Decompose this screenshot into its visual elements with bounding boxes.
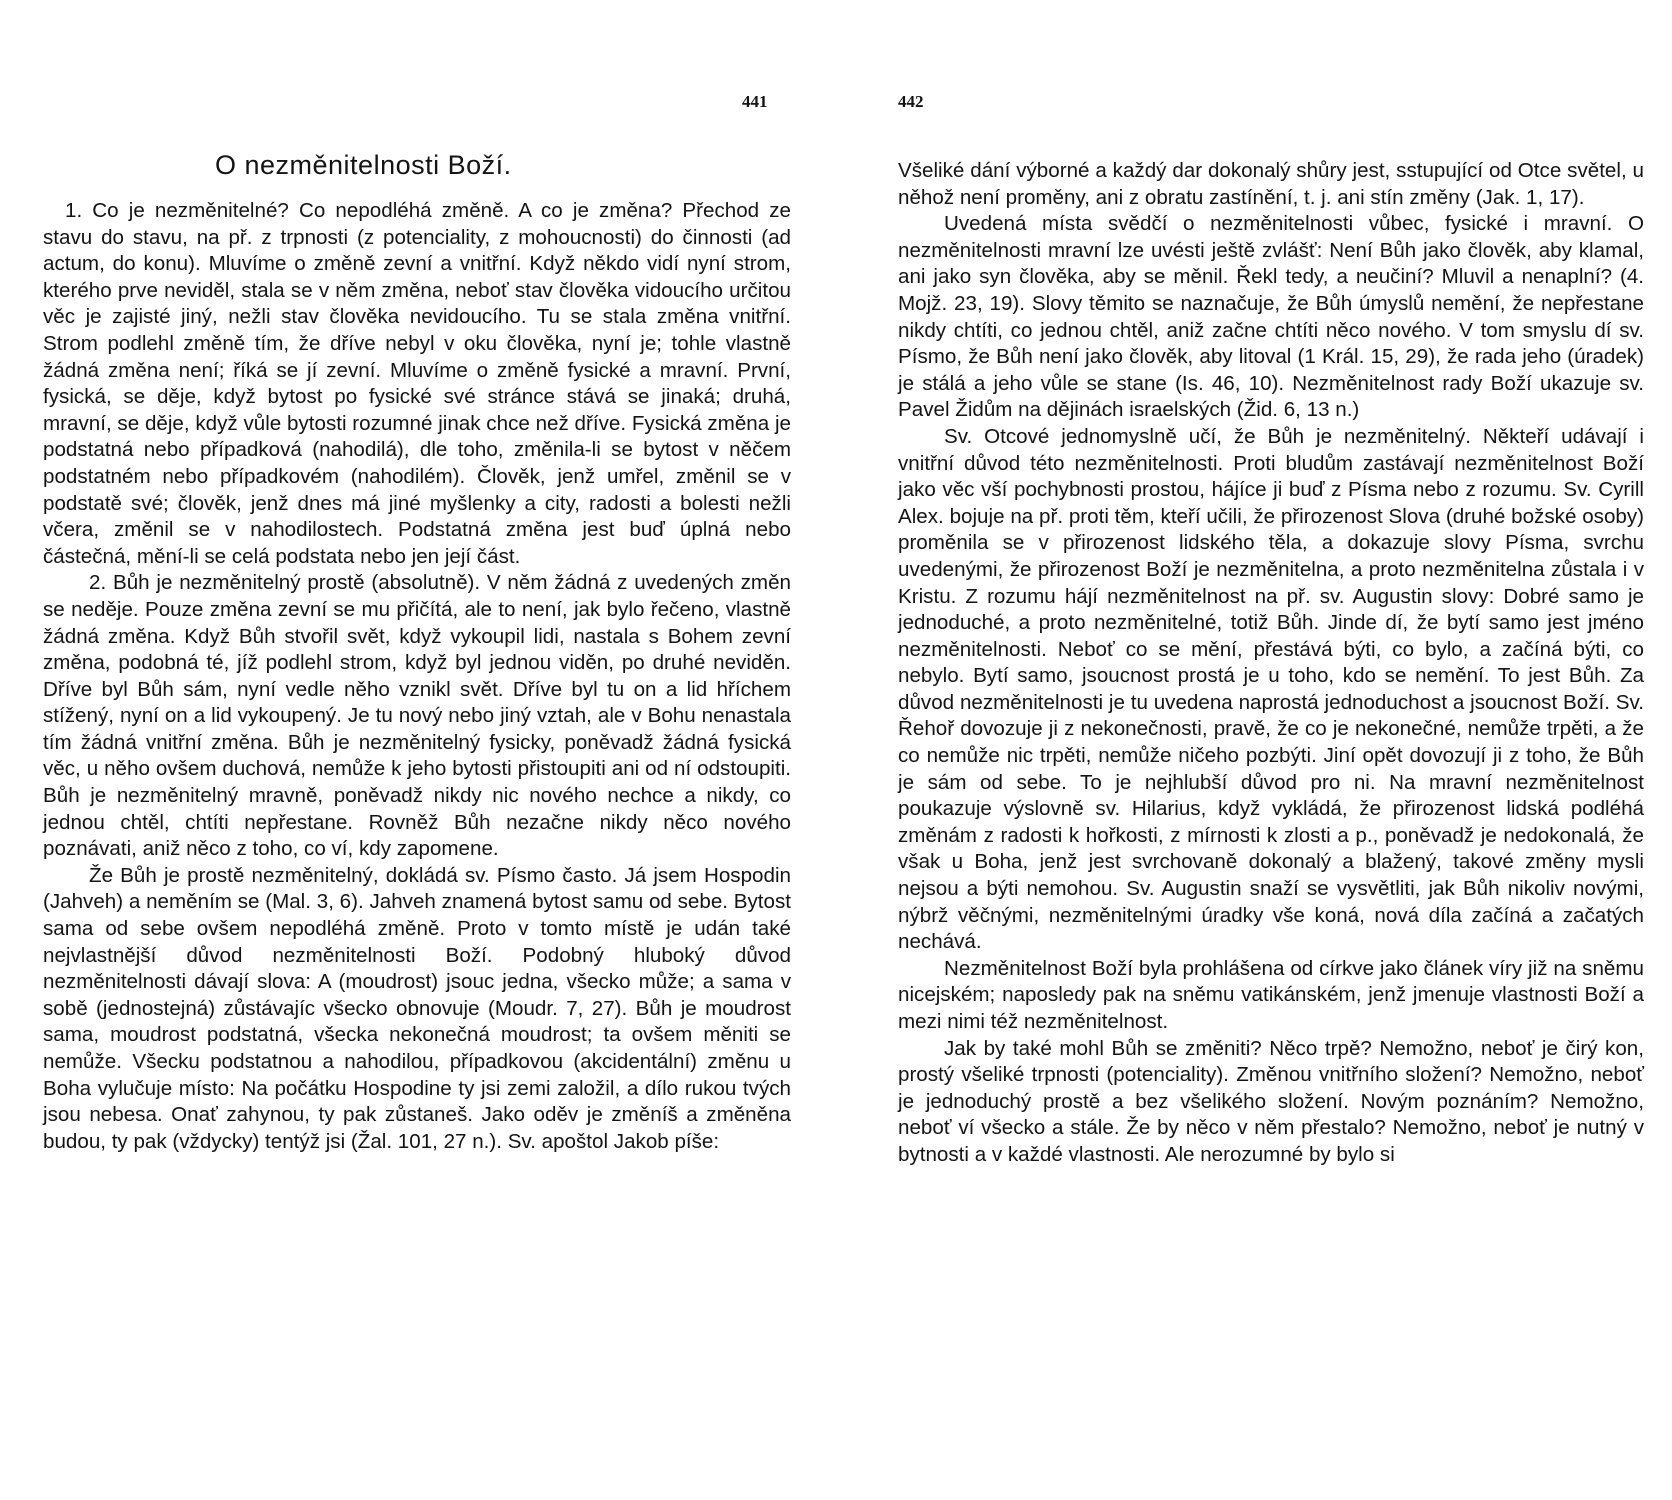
text-column	[898, 158, 1644, 1169]
paragraph: Sv. Otcové jednomyslně učí, že Bůh je nezměnitelný. Někteří udávají i vnitřní důvod této nezměnitelnosti. Proti bludům zastávají nezměnitelnost Boží jako věc vší pochybnosti prostou, hájíce ji buď z Písma nebo z rozumu. Sv. Cyrill Alex. bojuje na př. proti těm, kteří učili, že přirozenost Slova (druhé božské osoby) proměnila se v přirozenost lidského těla, a dokazuje slovy Písma, svrchu uvedenými, že přirozenost Boží je nezměnitelna, a proto nezměnitelna zůstala i v Kristu. Z rozumu hájí nezměnitelnost na př. sv. Augustin slovy: Dobré samo je jednoduché, a proto nezměnitelné, totiž Bůh. Jinde dí, že bytí samo jest jméno nezměnitelnosti. Neboť co se mění, přestává býti, co bylo, a začíná býti, co nebylo. Bytí samo, jsoucnost prostá je u toho, kdo se nemění. To jest Bůh. Za důvod nezměnitelnosti je tu uvedena naprostá jednoduchost a jsoucnost Boží. Sv. Řehoř dovozuje ji z nekonečnosti, pravě, že co je nekonečné, nemůže trpěti, a že co nemůže nic trpěti, nemůže ničeho pozbýti. Jiní opět dovozují ji z toho, že Bůh je sám od sebe. To je nejhlubší důvod pro ni. Na mravní nezměnitelnost poukazuje výslovně sv. Hilarius, když vykládá, že přirozenost lidská podléhá změnám z radosti k hořkosti, z mírnosti k zlosti a p., poněvadž je nedokonalá, že však u Boha, jenž jest svrchovaně dokonalý a blažený, takové změny mysli nejsou a býti nemohou. Sv. Augustin snaží se vysvětliti, jak Bůh nikoliv novými, nýbrž věčnými, nezměnitelnými úradky vše koná, nová díla začíná a začatých nechává.	[898, 424, 1644, 954]
paragraph: Všeliké dání výborné a každý dar dokonalý shůry jest, sstupující od Otce světel, u něhož není proměny, ani z obratu zastínění, t. j. ani stín změny (Jak. 1, 17).	[898, 159, 1644, 209]
paragraph: Že Bůh je prostě nezměnitelný, dokládá sv. Písmo často. Já jsem Hospodin (Jahveh) a neměním se (Mal. 3, 6). Jahveh znamená bytost samu od sebe. Bytost sama od sebe ovšem nepodléhá změně. Proto v tomto místě je udán také nejvlastnější důvod nezměnitelnosti Boží. Podobný hluboký důvod nezměnitelnosti dávají slova: A (moudrost) jsouc jedna, všecko může; a sama v sobě (jednostejná) zůstávajíc všecko obnovuje (Moudr. 7, 27). Bůh je moudrost sama, moudrost podstatná, všecka nekonečná moudrost; ta ovšem měniti se nemůže. Všecku podstatnou a nahodilou, případkovou (akcidentální) změnu u Boha vylučuje místo: Na počátku Hospodine ty jsi zemi založil, a dílo rukou tvých jsou nebesa. Onať zahynou, ty pak zůstaneš. Jako oděv je změníš a změněna budou, ty pak (vždycky) tentýž jsi (Žal. 101, 27 n.). Sv. apoštol Jakob píše:	[43, 863, 791, 1153]
page-number: 441	[742, 92, 768, 111]
chapter-title: O nezměnitelnosti Boží.	[215, 150, 512, 180]
paragraph: Jak by také mohl Bůh se změniti? Něco trpě? Nemožno, neboť je čirý kon, prostý všeliké trpnosti (potenciality). Změnou vnitřního složení? Nemožno, neboť je jednoduchý prostě a bez všelikého složení. Novým poznáním? Nemožno, neboť ví všecko a stále. Že by něco v něm přestalo? Nemožno, neboť je nutný v bytnosti a v každé vlastnosti. Ale nerozumné by bylo si	[898, 1036, 1644, 1166]
paragraph: 2. Bůh je nezměnitelný prostě (absolutně). V něm žádná z uvedených změn se neděje. Pouze změna zevní se mu přičítá, ale to není, jak bylo řečeno, vlastně žádná změna. Když Bůh stvořil svět, když vykoupil lidi, nastala s Bohem zevní změna, podobná té, jíž podlehl strom, když byl jednou viděn, po druhé neviděn. Dříve byl Bůh sám, nyní vedle něho vznikl svět. Dříve byl tu on a lid hříchem stížený, nyní on a lid vykoupený. Je tu nový nebo jiný vztah, ale v Bohu nenastala tím žádná vnitřní změna. Bůh je nezměnitelný fysicky, poněvadž žádná fysická věc, u něho ovšem duchová, nemůže k jeho bytosti přistoupiti ani od ní odstoupiti. Bůh je nezměnitelný mravně, poněvadž nikdy nic nového nechce a nikdy, co jednou chtěl, chtíti nepřestane. Rovněž Bůh nezačne nikdy něco nového poznávati, aniž něco z toho, co ví, kdy zapomene.	[43, 571, 791, 861]
right-page	[836, 0, 1672, 1500]
page-number: 442	[898, 92, 924, 111]
paragraph: Nezměnitelnost Boží byla prohlášena od církve jako článek víry již na sněmu nicejském; naposledy pak na sněmu vatikánském, jenž jmenuje vlastnosti Boží a mezi nimi též nezměnitelnost.	[898, 956, 1644, 1033]
text-column	[43, 198, 791, 1155]
paragraph: 1. Co je nezměnitelné? Co nepodléhá změně. A co je změna? Přechod ze stavu do stavu, na př. z trpnosti (z potenciality, z mohoucnosti) do činnosti (ad actum, do konu). Mluvíme o změně zevní a vnitřní. Když někdo vidí nyní strom, kterého prve neviděl, stala se v něm změna, neboť stav člověka vidoucího určitou věc je zajisté jiný, nežli stav člověka nevidoucího. Tu se stala změna vnitřní. Strom podlehl změně tím, že dříve nebyl v oku člověka, nyní je; tohle vlastně žádná změna není; říká se jí zevní. Mluvíme o změně fysické a mravní. První, fysická, se děje, když bytost po fysické své stránce stává se jinaká; druhá, mravní, se děje, když vůle bytosti rozumné jinak chce než dříve. Fysická změna je podstatná nebo případková (nahodilá), dle toho, změnila-li se bytost v něčem podstatném nebo případkovém (nahodilém). Člověk, jenž umřel, změnil se v podstatě své; člověk, jenž dnes má jiné myšlenky a city, radosti a bolesti nežli včera, změnil se v nahodilostech. Podstatná změna jest buď úplná nebo částečná, mění-li se celá podstata nebo jen její část.	[43, 199, 791, 568]
paragraph: Uvedená místa svědčí o nezměnitelnosti vůbec, fysické i mravní. O nezměnitelnosti mravní lze uvésti ještě zvlášť: Není Bůh jako člověk, aby klamal, ani jako syn člověka, aby se měnil. Řekl tedy, a neučiní? Mluvil a nenaplní? (4. Mojž. 23, 19). Slovy těmito se naznačuje, že Bůh úmyslů nemění, že nepřestane nikdy chtíti, co jednou chtěl, aniž začne chtíti něco nového. V tom smyslu dí sv. Písmo, že Bůh není jako člověk, aby litoval (1 Král. 15, 29), že rada jeho (úradek) je stálá a jeho vůle se stane (Is. 46, 10). Nezměnitelnost rady Boží ukazuje sv. Pavel Židům na dějinách israelských (Žid. 6, 13 n.)	[898, 212, 1644, 422]
